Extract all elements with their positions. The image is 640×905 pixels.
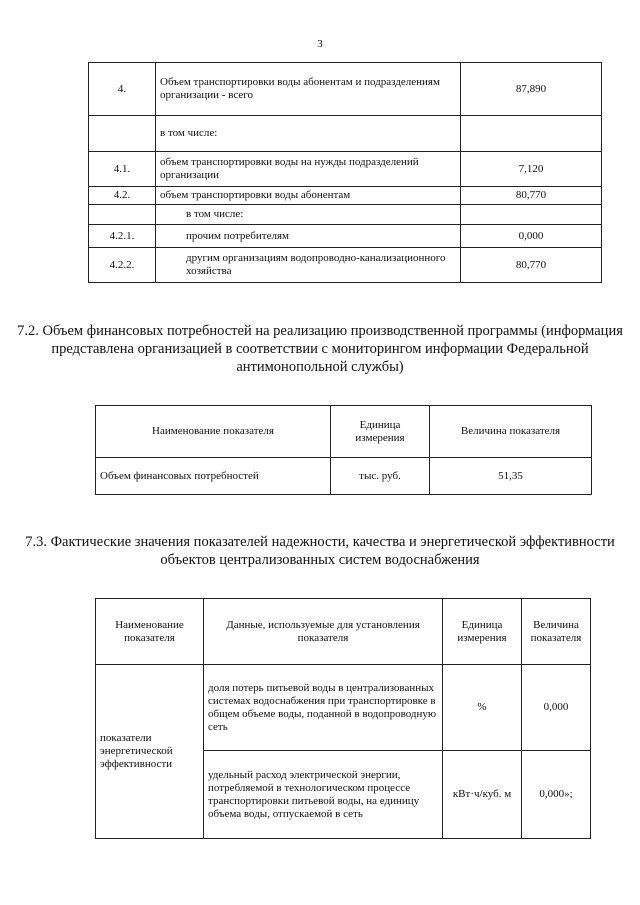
efficiency-indicators-table bbox=[95, 598, 591, 839]
indicator-value: 0,000»; bbox=[522, 751, 591, 839]
row-number: 4.2.2. bbox=[89, 248, 156, 283]
header-indicator-name: Наименование показателя bbox=[96, 599, 204, 665]
row-name: Объем транспортировки воды абонентам и подразделениям организации - всего bbox=[156, 63, 461, 116]
section-7-3-heading: 7.3. Фактические значения показателей надежности, качества и энергетической эффективности объектов централизованных систем водоснабжения bbox=[25, 534, 615, 568]
row-name: прочим потребителям bbox=[156, 225, 461, 248]
table-row bbox=[89, 116, 602, 152]
row-name: в том числе: bbox=[156, 116, 461, 152]
row-value: 0,000 bbox=[461, 225, 602, 248]
row-value: 80,770 bbox=[461, 248, 602, 283]
row-name: в том числе: bbox=[156, 205, 461, 225]
indicator-data: удельный расход электрической энергии, потребляемой в технологическом процессе транспортировки питьевой воды, на единицу объема воды, отпускаемой в сеть bbox=[204, 751, 443, 839]
header-value: Величина показателя bbox=[522, 599, 591, 665]
table-row bbox=[89, 225, 602, 248]
row-number: 4.1. bbox=[89, 152, 156, 187]
financial-needs-table bbox=[95, 405, 592, 495]
table-row bbox=[89, 152, 602, 187]
row-number: 4. bbox=[89, 63, 156, 116]
row-value bbox=[461, 116, 602, 152]
header-value: Величина показателя bbox=[430, 406, 592, 458]
header-indicator-name: Наименование показателя bbox=[96, 406, 331, 458]
page-number: 3 bbox=[317, 38, 323, 50]
table-row bbox=[89, 205, 602, 225]
row-number bbox=[89, 116, 156, 152]
row-name: объем транспортировки воды абонентам bbox=[156, 187, 461, 205]
indicator-unit: кВт·ч/куб. м bbox=[443, 751, 522, 839]
row-number: 4.2.1. bbox=[89, 225, 156, 248]
indicator-unit: тыс. руб. bbox=[331, 458, 430, 495]
header-data: Данные, используемые для установления показателя bbox=[204, 599, 443, 665]
indicator-unit: % bbox=[443, 665, 522, 751]
indicator-value: 51,35 bbox=[430, 458, 592, 495]
row-value bbox=[461, 205, 602, 225]
table-row bbox=[89, 248, 602, 283]
header-unit: Единица измерения bbox=[331, 406, 430, 458]
table-header-row bbox=[96, 599, 591, 665]
section-7-2-heading: 7.2. Объем финансовых потребностей на реализацию производственной программы (информация представлена организацией в соответствии с мониторингом информации Федеральной антимонопольной службы) bbox=[17, 323, 623, 375]
row-value: 87,890 bbox=[461, 63, 602, 116]
row-name: объем транспортировки воды на нужды подразделений организации bbox=[156, 152, 461, 187]
row-value: 7,120 bbox=[461, 152, 602, 187]
row-number: 4.2. bbox=[89, 187, 156, 205]
table-row bbox=[96, 665, 591, 751]
transport-volume-table bbox=[88, 62, 602, 283]
row-number bbox=[89, 205, 156, 225]
indicator-name: Объем финансовых потребностей bbox=[96, 458, 331, 495]
indicator-data: доля потерь питьевой воды в централизованных системах водоснабжения при транспортировке в общем объеме воды, поданной в водопроводную сеть bbox=[204, 665, 443, 751]
table-row bbox=[89, 63, 602, 116]
table-row bbox=[89, 187, 602, 205]
table-row bbox=[96, 458, 592, 495]
row-name: другим организациям водопроводно-канализационного хозяйства bbox=[156, 248, 461, 283]
indicator-value: 0,000 bbox=[522, 665, 591, 751]
indicator-group: показатели энергетической эффективности bbox=[96, 665, 204, 839]
header-unit: Единица измерения bbox=[443, 599, 522, 665]
table-header-row bbox=[96, 406, 592, 458]
row-value: 80,770 bbox=[461, 187, 602, 205]
